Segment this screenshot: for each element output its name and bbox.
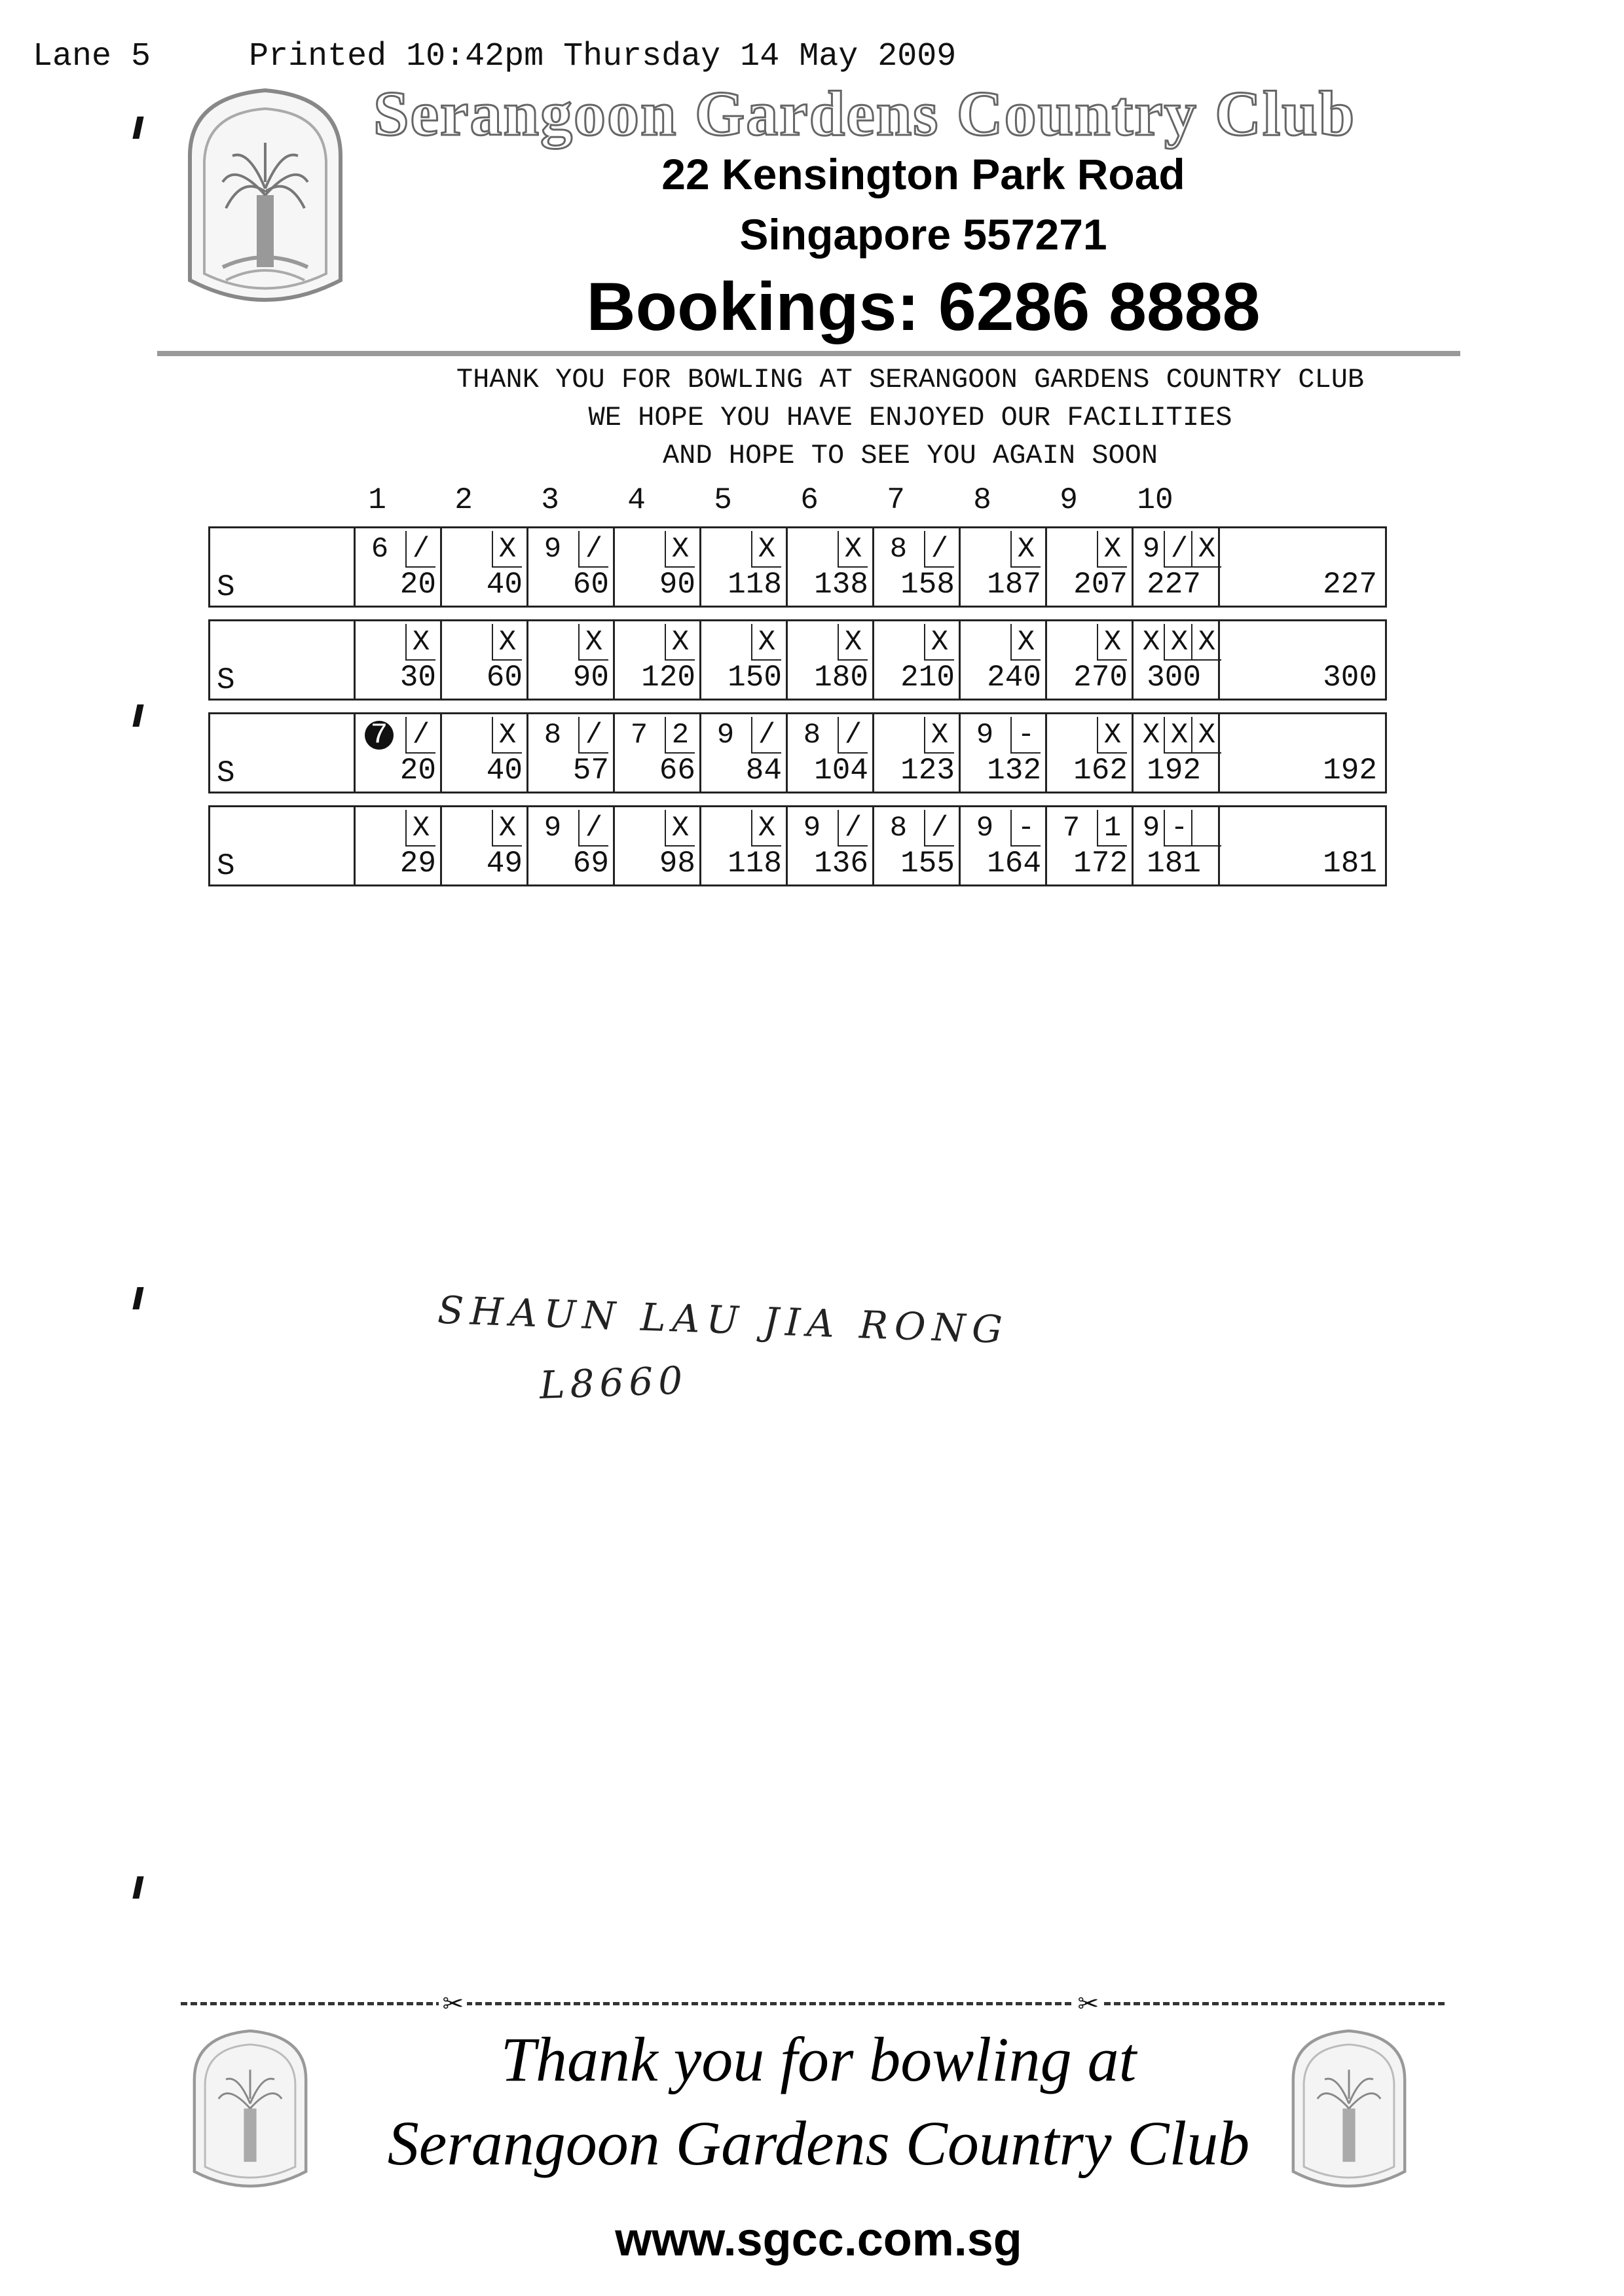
ball-2: X xyxy=(751,531,781,568)
frame-cell xyxy=(1134,621,1220,699)
ball-3: X xyxy=(1191,717,1221,754)
printed-timestamp: Printed 10:42pm Thursday 14 May 2009 xyxy=(249,38,957,75)
ball-3 xyxy=(1191,810,1221,847)
ball-2: X xyxy=(665,624,695,661)
player-cell xyxy=(210,714,356,792)
frame-number: 4 xyxy=(627,483,646,517)
frame-cell xyxy=(1047,714,1134,792)
game-row xyxy=(208,526,1387,608)
cumulative-score: 181 xyxy=(1147,847,1201,881)
frame-cell xyxy=(356,807,442,884)
ball-1: X xyxy=(1142,626,1160,659)
frame-cell xyxy=(1047,621,1134,699)
total-cell xyxy=(1274,528,1385,606)
frame-cell xyxy=(788,621,874,699)
frame-cell xyxy=(961,528,1047,606)
ball-1: 7 xyxy=(1062,812,1080,845)
address-line-1: 22 Kensington Park Road xyxy=(661,150,1185,198)
game-total: 192 xyxy=(1323,754,1377,788)
cumulative-score: 227 xyxy=(1147,568,1201,602)
club-crest-logo xyxy=(185,2015,316,2212)
cumulative-score: 98 xyxy=(659,847,695,881)
ball-2: X xyxy=(838,624,868,661)
ball-1 xyxy=(624,624,654,661)
cumulative-score: 162 xyxy=(1073,754,1128,788)
ball-1: 9 xyxy=(803,812,821,845)
frame-cell xyxy=(1134,807,1220,884)
frame-cell xyxy=(528,714,615,792)
cumulative-score: 20 xyxy=(399,754,436,788)
frame-cell xyxy=(961,621,1047,699)
player-cell xyxy=(210,528,356,606)
total-cell xyxy=(1274,714,1385,792)
frame-cell xyxy=(528,621,615,699)
ball-2: - xyxy=(1164,810,1194,847)
ball-2: X xyxy=(1097,717,1127,754)
ball-1 xyxy=(451,717,481,754)
frame-cell xyxy=(615,714,701,792)
cumulative-score: 40 xyxy=(486,754,523,788)
frame-number: 7 xyxy=(887,483,905,517)
frame-cell xyxy=(528,807,615,884)
ball-2: / xyxy=(924,810,954,847)
frame-cell xyxy=(701,528,788,606)
ball-1: 9 xyxy=(1142,812,1160,845)
frame-cell xyxy=(356,714,442,792)
total-cell xyxy=(1274,807,1385,884)
ball-2: X xyxy=(405,624,435,661)
frame-cell xyxy=(874,714,961,792)
ball-1 xyxy=(970,624,1000,661)
ball-1 xyxy=(365,624,395,661)
ball-2: / xyxy=(578,810,608,847)
ball-2: / xyxy=(838,810,868,847)
cumulative-score: 66 xyxy=(659,754,695,788)
ball-1 xyxy=(365,810,395,847)
ball-2: / xyxy=(405,717,435,754)
ball-2: X xyxy=(924,717,954,754)
frame-cell xyxy=(442,714,528,792)
frame-cell xyxy=(356,528,442,606)
ball-2: / xyxy=(1164,531,1194,568)
scissors-icon: ✂ xyxy=(1074,1984,1102,2025)
game-row xyxy=(208,619,1387,701)
ball-2: X xyxy=(665,531,695,568)
frame-cell xyxy=(1047,807,1134,884)
frame-cell xyxy=(356,621,442,699)
ball-1: 9 xyxy=(544,812,562,845)
ball-2: X xyxy=(1010,624,1041,661)
ball-1: 7 xyxy=(630,719,648,752)
cumulative-score: 150 xyxy=(728,661,782,695)
cumulative-score: 90 xyxy=(659,568,695,602)
cumulative-score: 60 xyxy=(486,661,523,695)
ball-1 xyxy=(1056,531,1086,568)
cumulative-score: 20 xyxy=(399,568,436,602)
ball-1: 8 xyxy=(803,719,821,752)
frame-number: 6 xyxy=(800,483,819,517)
cumulative-score: 138 xyxy=(814,568,868,602)
total-cell xyxy=(1274,621,1385,699)
ball-3: X xyxy=(1191,624,1221,661)
cumulative-score: 118 xyxy=(728,847,782,881)
ball-2: - xyxy=(1010,810,1041,847)
ball-1: 9 xyxy=(1142,533,1160,566)
handwritten-name: SHAUN LAU JIA RONG xyxy=(437,1287,1010,1353)
cumulative-score: 136 xyxy=(814,847,868,881)
cumulative-score: 132 xyxy=(987,754,1041,788)
cumulative-score: 172 xyxy=(1073,847,1128,881)
ball-1 xyxy=(1056,624,1086,661)
frame-cell xyxy=(701,621,788,699)
club-name-heading: Serangoon Gardens Country Club xyxy=(373,79,1356,149)
margin-mark xyxy=(132,1287,143,1309)
frame-cell xyxy=(1047,528,1134,606)
split-ball-1: 7 xyxy=(365,721,394,750)
ball-2: / xyxy=(751,717,781,754)
ball-1 xyxy=(624,531,654,568)
frame-cell xyxy=(1134,714,1220,792)
frame-cell xyxy=(701,714,788,792)
ball-1 xyxy=(970,531,1000,568)
ball-1 xyxy=(451,624,481,661)
frame-cell xyxy=(961,807,1047,884)
cumulative-score: 104 xyxy=(814,754,868,788)
ball-1: 6 xyxy=(371,533,389,566)
player-name: S xyxy=(217,663,235,697)
ball-1 xyxy=(797,531,827,568)
frame-cell xyxy=(615,621,701,699)
ball-3: X xyxy=(1191,531,1221,568)
cumulative-score: 164 xyxy=(987,847,1041,881)
cumulative-score: 187 xyxy=(987,568,1041,602)
club-crest-logo xyxy=(1283,2015,1414,2212)
lane-label: Lane 5 xyxy=(33,38,151,75)
ball-2: X xyxy=(492,810,522,847)
ball-1 xyxy=(451,531,481,568)
cumulative-score: 29 xyxy=(399,847,436,881)
game-total: 300 xyxy=(1323,661,1377,695)
frame-cell xyxy=(442,528,528,606)
ball-2: X xyxy=(751,810,781,847)
cumulative-score: 240 xyxy=(987,661,1041,695)
frame-number: 5 xyxy=(714,483,732,517)
cumulative-score: 180 xyxy=(814,661,868,695)
thank-you-line-2: WE HOPE YOU HAVE ENJOYED OUR FACILITIES xyxy=(588,402,1232,433)
ball-2: X xyxy=(1164,717,1194,754)
ball-2: X xyxy=(492,531,522,568)
thank-you-line-3: AND HOPE TO SEE YOU AGAIN SOON xyxy=(662,440,1158,471)
player-cell xyxy=(210,807,356,884)
frame-cell xyxy=(874,807,961,884)
cumulative-score: 118 xyxy=(728,568,782,602)
ball-2: - xyxy=(1010,717,1041,754)
cumulative-score: 30 xyxy=(399,661,436,695)
frame-cell xyxy=(788,807,874,884)
frame-cell xyxy=(874,528,961,606)
cumulative-score: 123 xyxy=(900,754,955,788)
ball-1 xyxy=(451,810,481,847)
frame-number: 1 xyxy=(368,483,386,517)
handwritten-id: L8660 xyxy=(538,1358,689,1408)
address-line-2: Singapore 557271 xyxy=(739,210,1107,259)
ball-1: 9 xyxy=(976,812,994,845)
ball-2: X xyxy=(665,810,695,847)
cumulative-score: 49 xyxy=(486,847,523,881)
ball-1 xyxy=(710,531,741,568)
website-link[interactable]: www.sgcc.com.sg xyxy=(615,2214,1022,2266)
ball-1: 9 xyxy=(544,533,562,566)
cumulative-score: 60 xyxy=(572,568,609,602)
game-total: 227 xyxy=(1323,568,1377,602)
thank-you-line-1: THANK YOU FOR BOWLING AT SERANGOON GARDENS COUNTRY CLUB xyxy=(456,364,1365,395)
ball-1 xyxy=(624,810,654,847)
ball-2: / xyxy=(924,531,954,568)
ball-2: X xyxy=(838,531,868,568)
frame-number: 9 xyxy=(1060,483,1078,517)
ball-1 xyxy=(710,624,741,661)
game-row xyxy=(208,805,1387,886)
game-total: 181 xyxy=(1323,847,1377,881)
frame-cell xyxy=(1134,528,1220,606)
game-row xyxy=(208,712,1387,793)
ball-2: X xyxy=(578,624,608,661)
ball-1 xyxy=(1056,717,1086,754)
cumulative-score: 300 xyxy=(1147,661,1201,695)
ball-1: 8 xyxy=(544,719,562,752)
ball-1 xyxy=(538,624,568,661)
margin-mark xyxy=(132,704,143,727)
ball-2: / xyxy=(838,717,868,754)
cumulative-score: 90 xyxy=(572,661,609,695)
frame-cell xyxy=(788,528,874,606)
frame-number-header xyxy=(208,483,1387,522)
ball-1: 9 xyxy=(976,719,994,752)
cumulative-score: 158 xyxy=(900,568,955,602)
cumulative-score: 210 xyxy=(900,661,955,695)
ball-2: X xyxy=(1010,531,1041,568)
ball-2: 1 xyxy=(1097,810,1127,847)
frame-number: 3 xyxy=(541,483,559,517)
footer-club-name-script: Serangoon Gardens Country Club xyxy=(387,2108,1250,2178)
ball-2: / xyxy=(578,531,608,568)
frame-cell xyxy=(442,621,528,699)
club-crest-logo xyxy=(177,84,354,319)
ball-2: X xyxy=(924,624,954,661)
cumulative-score: 120 xyxy=(641,661,695,695)
ball-1: 8 xyxy=(889,533,908,566)
print-header xyxy=(33,38,956,75)
ball-2: X xyxy=(1164,624,1194,661)
cumulative-score: 84 xyxy=(745,754,782,788)
frame-cell xyxy=(615,807,701,884)
player-name: S xyxy=(217,570,235,604)
cut-line xyxy=(181,2002,1445,2005)
ball-1 xyxy=(883,717,913,754)
frame-number: 2 xyxy=(454,483,473,517)
cumulative-score: 270 xyxy=(1073,661,1128,695)
scissors-icon: ✂ xyxy=(439,1984,467,2025)
ball-2: 2 xyxy=(665,717,695,754)
ball-1 xyxy=(883,624,913,661)
frame-cell xyxy=(874,621,961,699)
ball-2: X xyxy=(751,624,781,661)
frame-cell xyxy=(528,528,615,606)
bookings-phone: Bookings: 6286 8888 xyxy=(586,269,1261,345)
cumulative-score: 57 xyxy=(572,754,609,788)
ball-1 xyxy=(797,624,827,661)
ball-2: X xyxy=(1097,531,1127,568)
frame-number: 8 xyxy=(973,483,991,517)
cumulative-score: 40 xyxy=(486,568,523,602)
ball-1: 9 xyxy=(716,719,735,752)
frame-cell xyxy=(961,714,1047,792)
frame-number: 10 xyxy=(1137,483,1173,517)
cumulative-score: 69 xyxy=(572,847,609,881)
frame-cell xyxy=(701,807,788,884)
cumulative-score: 207 xyxy=(1073,568,1128,602)
margin-mark xyxy=(132,1876,143,1899)
player-name: S xyxy=(217,849,235,883)
frame-cell xyxy=(442,807,528,884)
ball-2: X xyxy=(492,717,522,754)
player-cell xyxy=(210,621,356,699)
player-name: S xyxy=(217,756,235,790)
ball-1: 8 xyxy=(889,812,908,845)
ball-1 xyxy=(710,810,741,847)
header-divider xyxy=(157,351,1460,356)
ball-2: X xyxy=(405,810,435,847)
footer-thank-you-script: Thank you for bowling at xyxy=(500,2024,1137,2094)
cumulative-score: 192 xyxy=(1147,754,1201,788)
ball-2: X xyxy=(1097,624,1127,661)
ball-2: / xyxy=(578,717,608,754)
margin-mark xyxy=(132,117,143,139)
cumulative-score: 155 xyxy=(900,847,955,881)
ball-2: X xyxy=(492,624,522,661)
frame-cell xyxy=(788,714,874,792)
frame-cell xyxy=(615,528,701,606)
ball-1: X xyxy=(1142,719,1160,752)
ball-2: / xyxy=(405,531,435,568)
